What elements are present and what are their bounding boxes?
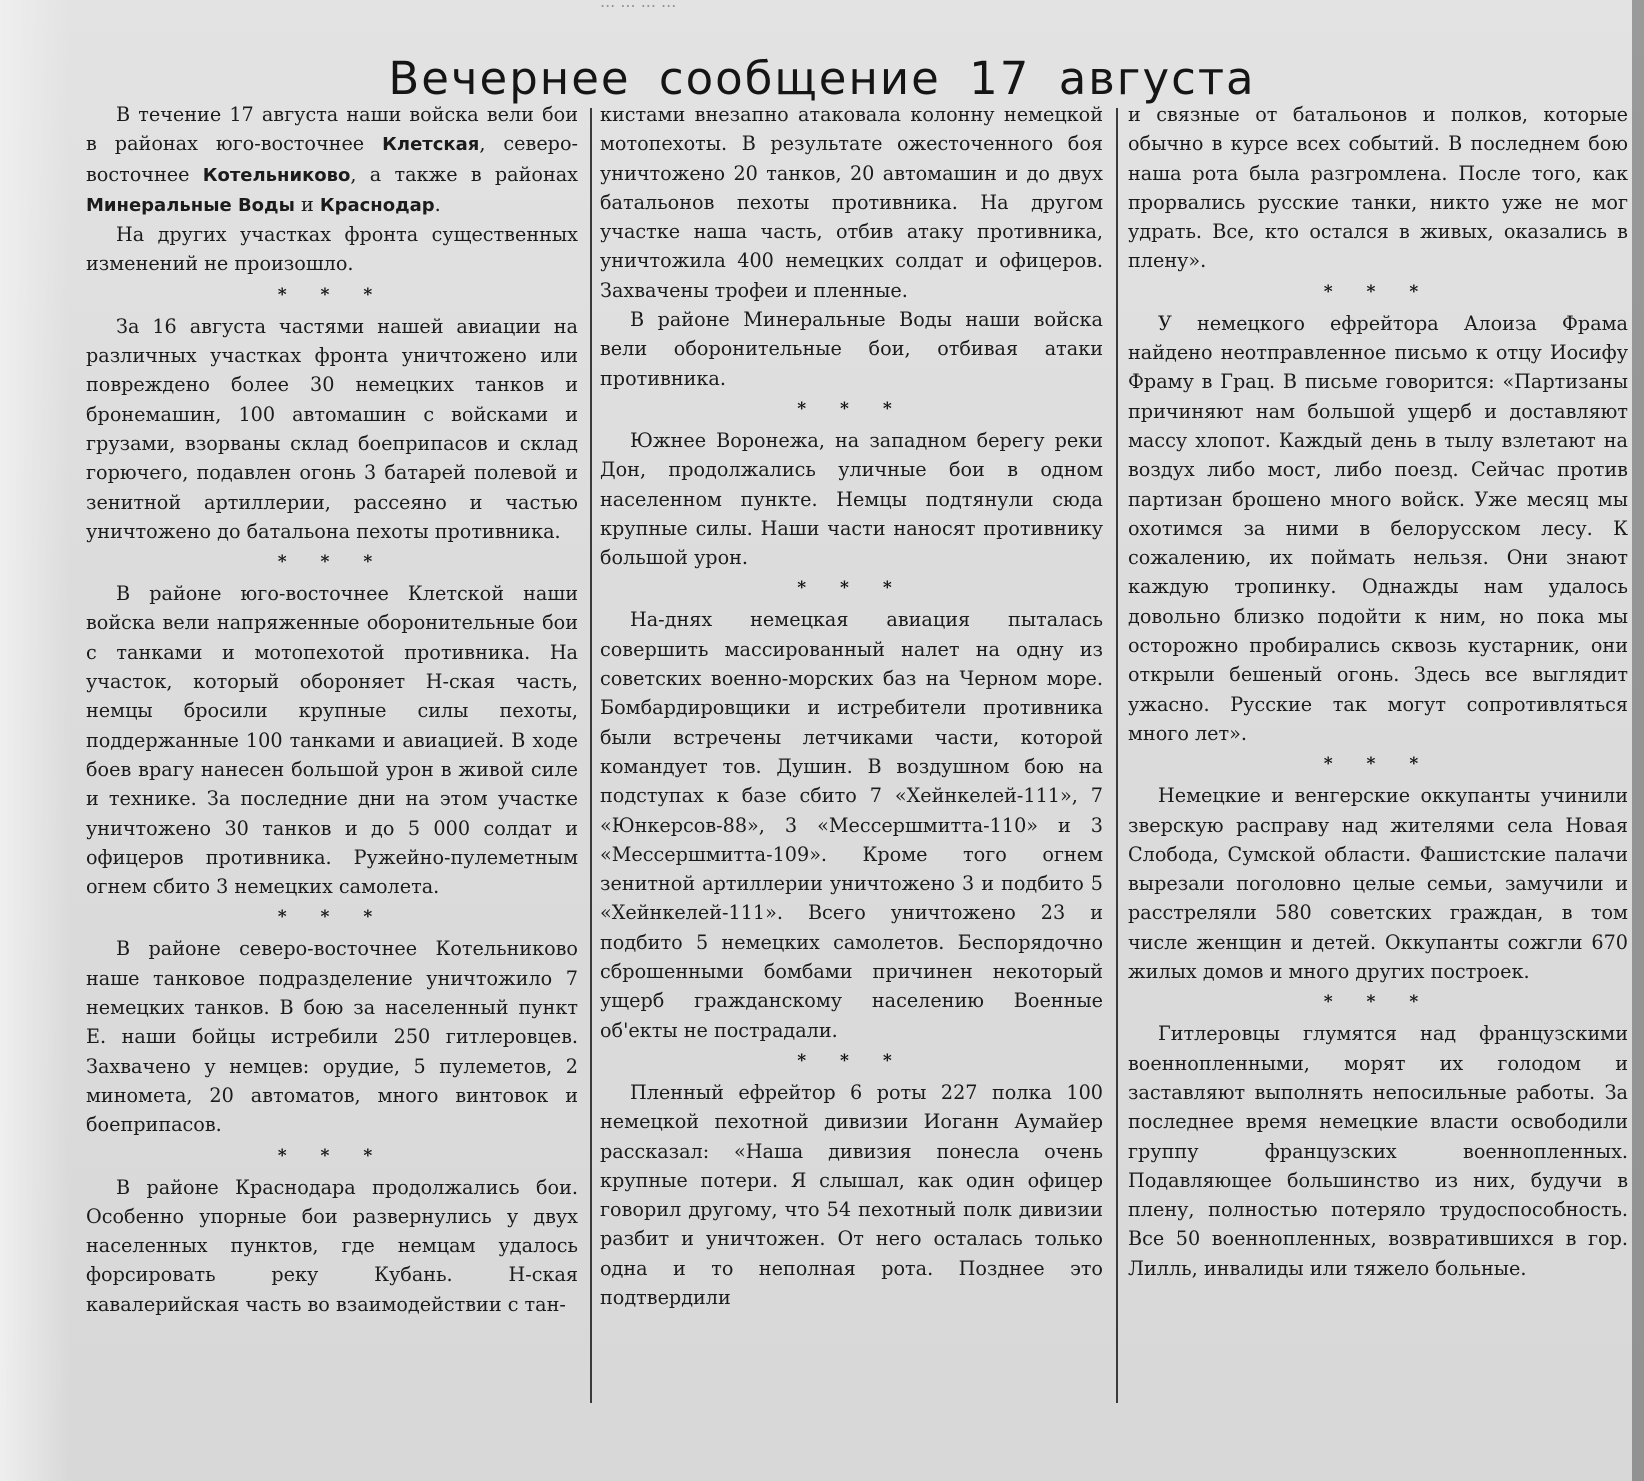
page-title: Вечернее сообщение 17 августа xyxy=(388,52,1256,106)
paragraph: В районе юго-восточнее Клетской наши войска вели напряженные оборонительные бои с танками и мотопехотой противника. На участок, который обороняет Н-ская часть, немцы бросили крупные силы пехоты, поддержанные 100 танками и авиацией. В ходе боев врагу нанесен большой урон в живой силе и технике. За последние дни на этом участке уничтожено 30 танков и до 5 000 солдат и офицеров противника. Ружейно-пулеметным огнем сбито 3 немецких самолета. xyxy=(86,582,578,899)
paragraph: У немецкого ефрейтора Алоиза Фрама найдено неотправленное письмо к отцу Иосифу Фраму в Грац. В письме говорится: «Партизаны причиняют нам большой ущерб и доставляют массу хлопот. Каждый день в тылу взлетают на воздух либо мост, либо поезд. Сейчас против партизан брошено много войск. Уже месяц мы охотимся за ними в белорусском лесу. К сожалению, их поймать нельзя. Они знают каждую тропинку. Однажды нам удалось довольно близко подойти к ним, но пока мы осторожно пробирались сквозь кустарник, они открыли бешеный огонь. Здесь все выглядит ужасно. Русские так могут сопротивляться много лет». xyxy=(1128,311,1628,745)
text-run: В течение 17 августа наши войска вели бои в районах юго-восточнее xyxy=(86,103,578,156)
section-separator: * * * xyxy=(1323,992,1433,1013)
place-name: Клетская xyxy=(382,134,480,156)
paragraph: Гитлеровцы глумятся над французскими военнопленными, морят их голодом и заставляют выполнять непосильные работы. За последнее время немецкие власти освободили группу французских военнопленных. Подавляющее большинство из них, будучи в плену, полностью потеряло трудоспособность. Все 50 военнопленных, возвратившихся в гор. Лилль, инвалиды или тяжело больные. xyxy=(1128,1022,1628,1280)
section-separator: * * * xyxy=(797,1050,906,1071)
paragraph: В районе Краснодара продолжались бои. Особенно упорные бои развернулись у двух населенных пунктов, где немцам удалось форсировать реку Кубань. Н-ская кавалерийская часть во взаимодействии с тан- xyxy=(86,1175,578,1316)
paragraph: В районе Минеральные Воды наши войска вели оборонительные бои, отбивая атаки противника. xyxy=(600,308,1103,390)
text-run: , а также в районах xyxy=(350,162,578,186)
section-separator: * * * xyxy=(277,907,387,928)
paragraph: На-днях немецкая авиация пыталась совершить массированный налет на одну из советских военно-морских баз на Черном море. Бомбардировщики и истребители противника были встречены летчиками части, которой командует тов. Душин. В воздушном бою на подступах к базе сбито 7 «Хейнкелей-111», 7 «Юнкерсов-88», 3 «Мессершмитта-110» и 3 «Мессершмитта-109». Кроме того огнем зенитной артиллерии уничтожено 3 и подбито 5 «Хейнкелей-111». Всего уничтожено 23 и подбито 5 немецких самолетов. Беспорядочно сброшенными бомбами причинен некоторый ущерб гражданскому населению Военные об'екты не пострадали. xyxy=(600,608,1103,1042)
section-separator: * * * xyxy=(1323,281,1433,302)
paragraph: В районе северо-восточнее Котельниково наше танковое подразделение уничтожило 7 немецких танков. В бою за населенный пункт Е. наши бойцы истребили 250 гитлеровцев. Захвачено у немцев: орудие, 5 пулеметов, 2 миномета, 20 автоматов, много винтовок и боеприпасов. xyxy=(86,937,578,1137)
section-separator: * * * xyxy=(277,552,387,573)
paragraph-intro xyxy=(86,100,578,220)
paragraph: Южнее Воронежа, на западном берегу реки Дон, продолжались уличные бои в одном населенном пункте. Немцы подтянули сюда крупные силы. Наши части наносят противнику большой урон. xyxy=(600,428,1103,570)
paragraph-continued: кистами внезапно атаковала колонну немецкой мотопехоты. В результате ожесточенного боя уничтожено 20 танков, 20 автомашин и до двух батальонов пехоты противника. На другом участке наша часть, отбив атаку противника, уничтожила 400 немецких солдат и офицеров. Захвачены трофеи и пленные. xyxy=(600,103,1103,302)
article-column-2 xyxy=(600,100,1103,1312)
article-column-1 xyxy=(86,100,578,1319)
page-edge-dark xyxy=(1632,0,1644,1481)
paragraph: На других участках фронта существенных изменений не произошло. xyxy=(86,223,578,276)
column-divider xyxy=(1116,108,1118,1403)
text-run: и xyxy=(294,192,320,216)
section-separator: * * * xyxy=(277,284,387,305)
place-name: Минеральные Воды xyxy=(86,194,295,216)
section-separator: * * * xyxy=(277,1145,387,1166)
paragraph: Пленный ефрейтор 6 роты 227 полка 100 немецкой пехотной дивизии Иоганн Аумайер рассказал: «Наша дивизия понесла очень крупные потери. Я слышал, как один офицер говорил другому, что 54 пехотный полк дивизии разбит и уничтожен. От него осталась только одна и то неполная рота. Позднее это подтвердили xyxy=(600,1080,1103,1309)
paragraph: Немецкие и венгерские оккупанты учинили зверскую расправу над жителями села Новая Слобода, Сумской области. Фашистские палачи вырезали поголовно целые семьи, замучили и расстреляли 580 советских граждан, в том числе женщин и детей. Оккупанты сожгли 670 жилых домов и много других построек. xyxy=(1128,784,1628,984)
top-cropped-text: ... ... ... ... xyxy=(600,0,677,11)
place-name: Котельниково xyxy=(202,164,351,186)
article-column-3 xyxy=(1128,100,1628,1283)
column-divider xyxy=(590,108,592,1403)
place-name: Краснодар xyxy=(319,194,435,216)
text-run: . xyxy=(434,192,441,216)
section-separator: * * * xyxy=(1323,754,1433,775)
paragraph-continued: и связные от батальонов и полков, которые обычно в курсе всех событий. В последнем бою наша рота была разгромлена. После того, как прорвались русские танки, никто уже не мог удрать. Все, кто остался в живых, оказались в плену». xyxy=(1128,103,1628,273)
text-run: , северо-восточнее xyxy=(86,132,578,186)
section-separator: * * * xyxy=(797,398,906,419)
section-separator: * * * xyxy=(797,578,906,599)
paragraph: За 16 августа частями нашей авиации на различных участках фронта уничтожено или повреждено более 30 немецких танков и бронемашин, 100 автомашин с войсками и грузами, взорваны склад боеприпасов и склад горючего, подавлен огонь 3 батарей полевой и зенитной артиллерии, рассеяно и частью уничтожено до батальона пехоты противника. xyxy=(86,314,578,543)
page-edge-shadow xyxy=(0,0,70,1481)
